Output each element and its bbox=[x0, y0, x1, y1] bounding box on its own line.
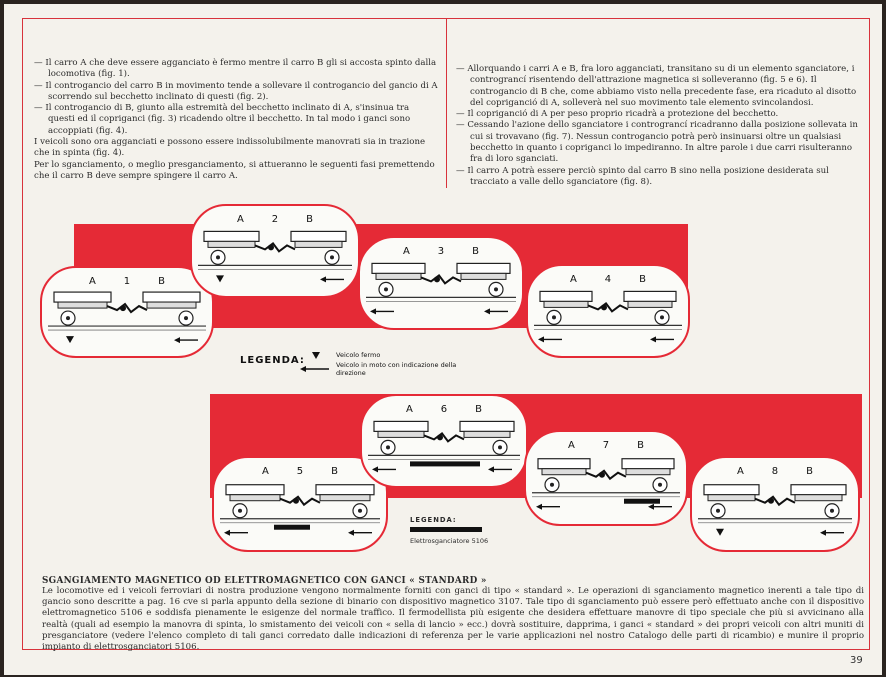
coupler-hooks bbox=[755, 497, 795, 505]
direction-arrowhead bbox=[370, 308, 376, 314]
legend-vehicles bbox=[240, 351, 470, 385]
wagon-letter: A bbox=[402, 246, 410, 257]
paragraph: Per lo sganciamento, o meglio presganciamento, si attueranno le seguenti fasi premettendo che il carro B deve sempre spingere il carro A. bbox=[34, 159, 435, 181]
coupler-hooks bbox=[588, 303, 628, 311]
uncoupler-bar bbox=[624, 499, 660, 504]
wheel-hub bbox=[216, 255, 220, 259]
wheel-hub bbox=[384, 287, 388, 291]
coupler-hooks bbox=[280, 497, 320, 505]
wagon-letter: B bbox=[637, 440, 645, 451]
figure-label bbox=[692, 466, 858, 477]
list-item: — Il controgancio del carro B in movimento tende a sollevare il controgancio del gancio di A scorrendo sul becchetto inclinato di questi (fig. 2). bbox=[34, 80, 438, 102]
wagon-body bbox=[226, 485, 284, 495]
wagon-frame bbox=[461, 273, 506, 279]
left-text-column bbox=[34, 58, 438, 182]
figure-number: 1 bbox=[123, 276, 131, 287]
page-number: 39 bbox=[850, 655, 863, 666]
list-item: — Allorquando i carri A e B, fra loro agganciati, transitano su di un elemento sganciatore, i contrograncí risentendo dell'attrazione magnetica si solleveranno (fig. 5 e 6). Il controgancio di B che, come abbiamo visto nella precedente fase, era ricaduto al disotto del copriganció di A, solleverà nel suo movimento tale elemento svincolandosi. bbox=[456, 64, 857, 108]
uncoupler-bar bbox=[274, 525, 310, 530]
wagon-letter: B bbox=[158, 276, 166, 287]
list-item: — Il controgancio di B, giunto alla estremità del becchetto inclinato di A, s'insinua tra questi ed il copriganci (fig. 3) ricadendo oltre il becchetto. In tal modo i ganci sono accoppiati (fig. 4). bbox=[34, 103, 411, 136]
wagon-letter: B bbox=[806, 466, 814, 477]
stopped-marker bbox=[716, 529, 724, 536]
uncoupler-bar bbox=[410, 461, 480, 466]
coupler-hooks bbox=[421, 275, 461, 283]
wagon-frame bbox=[378, 431, 424, 437]
wagon-body bbox=[538, 459, 590, 469]
uncoupler-bar-icon bbox=[410, 527, 482, 532]
wheel-hub bbox=[238, 509, 242, 513]
wagon-body bbox=[291, 231, 346, 241]
wagon-frame bbox=[464, 431, 510, 437]
direction-arrowhead bbox=[174, 337, 180, 343]
stopped-marker bbox=[66, 336, 74, 343]
figure-number: 8 bbox=[771, 466, 779, 477]
section-body: Le locomotive ed i veicoli ferroviari di nostra produzione vengono normalmente forniti con ganci di tipo « standard ». Le operazioni di sganciamento magnetico inerenti a tale tipo di gancio sono descritte a pag. 16 cve si parla appunto della sezione di binario con dispositivo magnetico 3107. Tale tipo di sganciamento può essere però effettuato anche con il dispositivo elettromagnetico 5106 e soddisfa pienamente le esigenze del normale traffico. Il fermodellista più esigente che desidera effettuare manovre di tipo speciale che più si avvicinano alla realtà (quali ad esempio la manovra di spinta, lo smistamento dei veicoli con « sella di lancio » ecc.) dovrà sostituire, dapprima, i ganci « standard » dei propri veicoli con altri muniti di presganciatore (vedere l'elenco completo di tali ganci corredato dalle indicazioni di referenza per le varie applicazioni nel nostro Catalogo delle parti di ricambio) e munire il proprio impianto di elettrosganciatori 5106. bbox=[42, 586, 864, 653]
direction-arrowhead bbox=[538, 336, 544, 342]
list-item: — Il carro A potrà essere perciò spinto dal carro B sino nella posizione desiderata sul tracciato a valle dello sganciatore (fig. 8). bbox=[456, 165, 829, 187]
wheel-hub bbox=[330, 255, 334, 259]
figure-4 bbox=[526, 264, 690, 358]
figure-number: 7 bbox=[602, 440, 610, 451]
figure-label bbox=[192, 214, 358, 225]
wagon-frame bbox=[295, 241, 342, 247]
wagon-letter: A bbox=[236, 214, 244, 225]
wagon-letter: B bbox=[331, 466, 339, 477]
legend-moving-label: Veicolo in moto con indicazione della direzione bbox=[336, 361, 457, 377]
direction-arrowhead bbox=[348, 530, 354, 536]
coupler-pin bbox=[768, 498, 774, 504]
coupler-pin bbox=[268, 244, 274, 250]
stopped-triangle-icon bbox=[312, 352, 320, 359]
wagon-frame bbox=[58, 302, 107, 308]
section-title: SGANGIAMENTO MAGNETICO OD ELETTROMAGNETICO CON GANCI « STANDARD » bbox=[42, 576, 487, 586]
figure-number: 4 bbox=[604, 274, 612, 285]
column-divider bbox=[446, 18, 447, 188]
wagon-letter: A bbox=[567, 440, 575, 451]
wagon-body bbox=[540, 291, 592, 301]
legend-uncoupler-label: Elettrosganciatore 5106 bbox=[410, 537, 489, 545]
direction-arrowhead bbox=[372, 466, 378, 472]
wheel-hub bbox=[498, 445, 502, 449]
direction-arrow-icon bbox=[300, 365, 330, 373]
direction-arrowhead bbox=[484, 308, 490, 314]
stopped-marker bbox=[216, 275, 224, 282]
wagon-body bbox=[457, 263, 510, 273]
direction-arrowhead bbox=[224, 530, 230, 536]
figure-label bbox=[42, 276, 212, 287]
figure-label bbox=[526, 440, 686, 451]
coupler-pin bbox=[120, 305, 126, 311]
figure-8 bbox=[690, 456, 860, 552]
legend-title: LEGENDA: bbox=[240, 355, 305, 366]
catalog-page bbox=[4, 4, 882, 675]
wagon-body bbox=[54, 292, 111, 302]
wagon-frame bbox=[230, 495, 280, 501]
direction-arrowhead bbox=[488, 466, 494, 472]
wagon-letter: B bbox=[472, 246, 480, 257]
wagon-body bbox=[622, 459, 674, 469]
wagon-frame bbox=[542, 469, 586, 475]
list-item: — Il copriganció di A per peso proprio ricadrà a protezione del becchetto. bbox=[456, 109, 779, 120]
coupler-pin bbox=[599, 472, 605, 478]
coupler-pin bbox=[601, 304, 607, 310]
wheel-hub bbox=[386, 445, 390, 449]
direction-arrowhead bbox=[536, 504, 542, 510]
figure-7 bbox=[524, 430, 688, 526]
figure-number: 2 bbox=[271, 214, 279, 225]
wagon-body bbox=[204, 231, 259, 241]
wagon-frame bbox=[208, 241, 255, 247]
list-item: — Il carro A che deve essere agganciato è fermo mentre il carro B gli si accosta spinto dalla locomotiva (fig. 1). bbox=[34, 58, 437, 80]
coupler-hooks bbox=[255, 243, 295, 251]
direction-arrowhead bbox=[320, 276, 326, 282]
wagon-frame bbox=[708, 495, 755, 501]
wheel-hub bbox=[184, 316, 188, 320]
right-text-column bbox=[456, 64, 862, 188]
wheel-hub bbox=[658, 483, 662, 487]
coupler-pin bbox=[434, 276, 440, 282]
figure-label bbox=[528, 274, 688, 285]
coupler-pin bbox=[293, 498, 299, 504]
wagon-letter: B bbox=[475, 404, 483, 415]
figure-1 bbox=[40, 266, 214, 358]
coupler-hooks bbox=[424, 433, 464, 441]
coupler-hooks bbox=[107, 304, 147, 312]
figure-number: 3 bbox=[437, 246, 445, 257]
figure-3 bbox=[358, 236, 524, 330]
wheel-hub bbox=[550, 483, 554, 487]
figure-number: 5 bbox=[296, 466, 304, 477]
wagon-frame bbox=[147, 302, 196, 308]
figure-label bbox=[362, 404, 526, 415]
wagon-body bbox=[316, 485, 374, 495]
legend-uncoupler bbox=[410, 516, 530, 550]
wheel-hub bbox=[830, 509, 834, 513]
list-item: — Cessando l'azione dello sganciatore i contrograncí ricadranno dalla posizione sollevata in cui si trovavano (fig. 7). Nessun controgancio potrà però insinuarsi oltre un qualsiasi becchetto in quanto i copriganci lo impediranno. In altre parole i due carri risulteranno fra di loro sganciati. bbox=[456, 120, 858, 165]
wagon-frame bbox=[626, 469, 670, 475]
direction-arrowhead bbox=[820, 530, 826, 536]
wagon-letter: A bbox=[88, 276, 96, 287]
coupler-pin bbox=[437, 434, 443, 440]
legend-stopped-label: Veicolo fermo bbox=[336, 351, 381, 359]
wheel-hub bbox=[552, 315, 556, 319]
wagon-body bbox=[372, 263, 425, 273]
figure-label bbox=[214, 466, 386, 477]
wagon-frame bbox=[795, 495, 842, 501]
wheel-hub bbox=[494, 287, 498, 291]
figure-6 bbox=[360, 394, 528, 488]
wagon-letter: B bbox=[639, 274, 647, 285]
wagon-body bbox=[460, 421, 514, 431]
direction-arrowhead bbox=[650, 336, 656, 342]
wagon-body bbox=[374, 421, 428, 431]
wagon-letter: B bbox=[306, 214, 314, 225]
figure-label bbox=[360, 246, 522, 257]
wagon-letter: A bbox=[736, 466, 744, 477]
wagon-frame bbox=[544, 301, 588, 307]
wagon-frame bbox=[628, 301, 672, 307]
figure-2 bbox=[190, 204, 360, 298]
coupler-hooks bbox=[586, 471, 626, 479]
wagon-body bbox=[624, 291, 676, 301]
paragraph: I veicoli sono ora agganciati e possono essere indissolubilmente manovrati sia in trazione che in spinta (fig. 4). bbox=[34, 137, 426, 159]
wagon-letter: A bbox=[261, 466, 269, 477]
wagon-frame bbox=[376, 273, 421, 279]
wagon-body bbox=[704, 485, 759, 495]
legend-title: LEGENDA: bbox=[410, 516, 457, 524]
wagon-letter: A bbox=[569, 274, 577, 285]
wheel-hub bbox=[66, 316, 70, 320]
wheel-hub bbox=[358, 509, 362, 513]
wheel-hub bbox=[716, 509, 720, 513]
direction-arrowhead bbox=[648, 504, 654, 510]
wagon-frame bbox=[320, 495, 370, 501]
wagon-letter: A bbox=[405, 404, 413, 415]
wagon-body bbox=[791, 485, 846, 495]
wheel-hub bbox=[660, 315, 664, 319]
figure-number: 6 bbox=[440, 404, 448, 415]
